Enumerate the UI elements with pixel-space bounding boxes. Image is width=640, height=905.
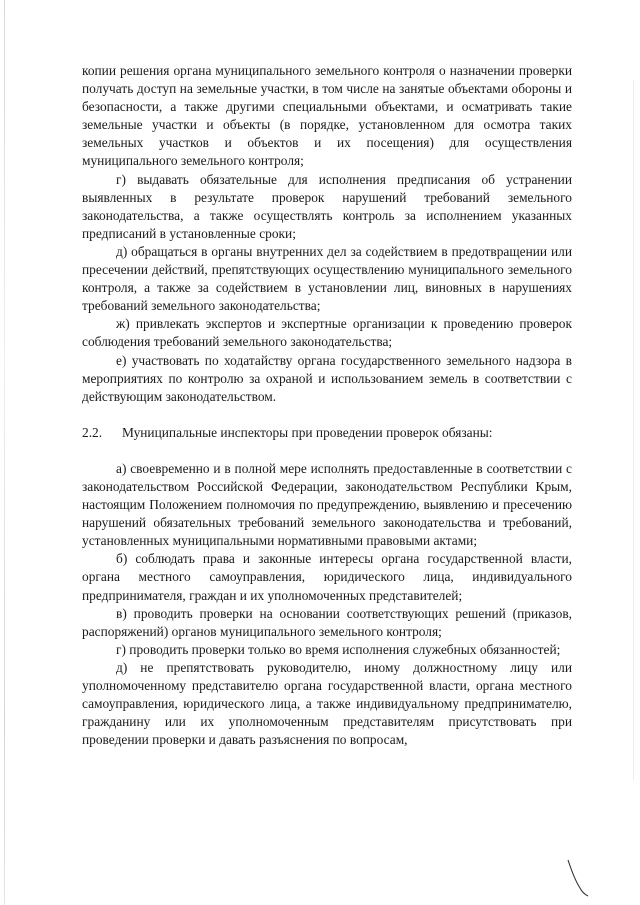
paragraph-item-g2: г) проводить проверки только во время исполнения служебных обязанностей; bbox=[116, 641, 561, 657]
paragraph-item-zh: ж) привлекать экспертов и экспертные организации к проведению проверок соблюдения требований земельного законодательства; bbox=[82, 316, 572, 350]
paragraph-item-e: е) участвовать по ходатайству органа государственного земельного надзора в мероприятиях по контролю за охраной и использованием земель в соответствии с действующим законодательством. bbox=[82, 352, 572, 404]
paragraph-item-v: в) проводить проверки на основании соответствующих решений (приказов, распоряжений) органов муниципального земельного контроля; bbox=[82, 605, 572, 639]
section-number: 2.2. bbox=[82, 424, 103, 440]
pen-stroke-mark bbox=[566, 858, 590, 898]
scan-right-edge bbox=[633, 80, 634, 780]
paragraph-continuation: копии решения органа муниципального земельного контроля о назначении проверки получать доступ на земельные участки, в том числе на занятые объектами обороны и безопасности, а также другими специальными объектами, и осматривать такие земельные участки и объекты (в порядке, установленном для осмотра таких земельных участков и объектов и их посещения) для осуществления муниципального земельного контроля; bbox=[82, 63, 572, 169]
paragraph-item-a: а) своевременно и в полной мере исполнять предоставленные в соответствии с законодательством Российской Федерации, законодательством Республики Крым, настоящим Положением полномочия по предупреждению, выявлению и пресечению нарушений обязательных требований земельного законодательства и требований, установленных муниципальными нормативными правовыми актами; bbox=[82, 460, 572, 549]
document-page bbox=[82, 62, 572, 749]
paragraph-item-d2: д) не препятствовать руководителю, иному должностному лицу или уполномоченному представителю органа государственной власти, органа местного самоуправления, юридического лица, а также индивидуальному предпринимателю, гражданину или их уполномоченным представителям присутствовать при проведении проверки и давать разъяснения по вопросам, bbox=[82, 659, 572, 748]
section-title: Муниципальные инспекторы при проведении проверок обязаны: bbox=[122, 424, 493, 440]
paragraph-item-g: г) выдавать обязательные для исполнения предписания об устранении выявленных в результате проверок нарушений требований земельного законодательства, а также осуществлять контроль за исполнением указанных предписаний в установленные сроки; bbox=[82, 171, 572, 241]
paragraph-item-b: б) соблюдать права и законные интересы органа государственной власти, органа местного самоуправления, юридического лица, индивидуального предпринимателя, граждан и их уполномоченных представителей; bbox=[82, 551, 572, 603]
paragraph-item-d: д) обращаться в органы внутренних дел за содействием в предотвращении или пресечении действий, препятствующих осуществлению муниципального земельного контроля, а также за содействием в установлении лиц, виновных в нарушениях требований земельного законодательства; bbox=[82, 243, 572, 314]
scan-left-edge bbox=[4, 0, 5, 905]
section-heading bbox=[82, 424, 572, 442]
